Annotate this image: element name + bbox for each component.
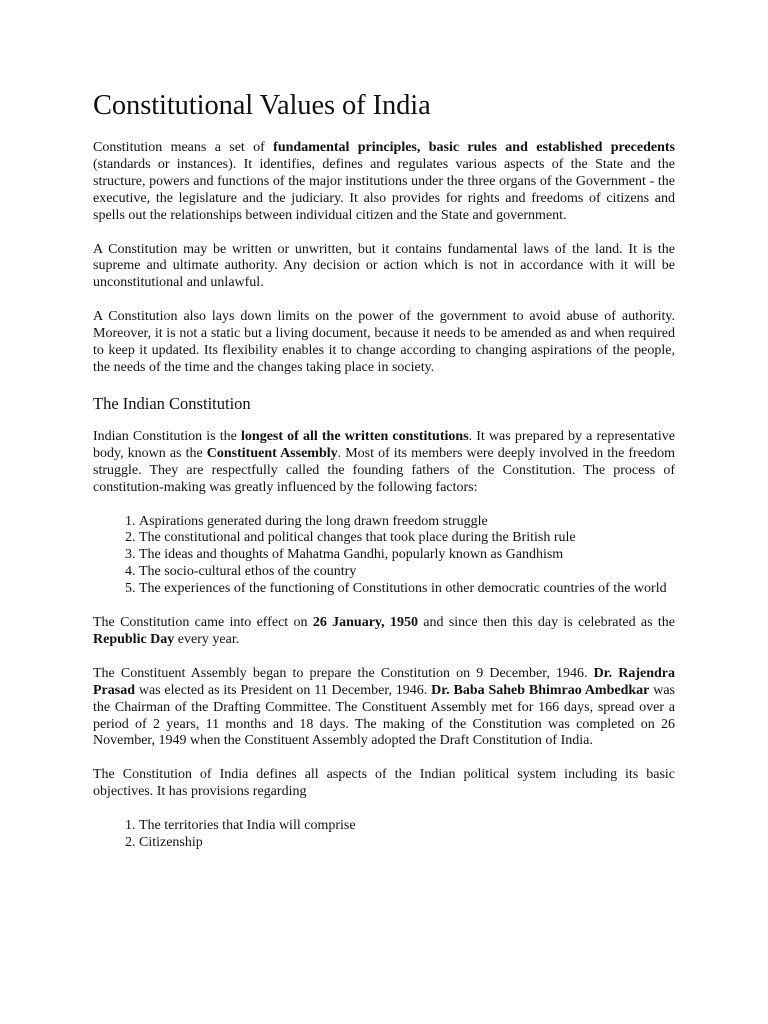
list-item: 1. Aspirations generated during the long drawn freedom struggle: [139, 514, 675, 531]
document-page: [93, 88, 675, 869]
paragraph-effective-date: [93, 615, 675, 649]
text-run: every year.: [174, 631, 240, 647]
paragraph-provisions-intro: The Constitution of India defines all aspects of the Indian political system including its basic objectives. It has provisions regarding: [93, 767, 675, 800]
text-run: (standards or instances). It identifies, defines and regulates various aspects of the State and the structure, powers and functions of the major institutions under the three organs of the Government - the executive, the legislature and the judiciary. It also provides for rights and freedoms of citizens and spells out the relationships between individual citizen and the State and government.: [93, 156, 675, 223]
paragraph-constituent-assembly: [93, 666, 675, 751]
bold-text: longest of all the written constitutions: [241, 428, 469, 444]
bold-text: 26 January, 1950: [312, 615, 418, 631]
text-run: Indian Constitution is the: [93, 428, 242, 444]
factors-list: [93, 514, 675, 599]
bold-text: Constituent Assembly: [206, 445, 338, 461]
text-run: The Constitution came into effect on: [93, 615, 313, 631]
bold-text: Dr. Rajendra Prasad: [93, 665, 675, 698]
list-item: 3. The ideas and thoughts of Mahatma Gandhi, popularly known as Gandhism: [139, 547, 675, 564]
list-item: 2. Citizenship: [139, 835, 675, 852]
list-item: 4. The socio-cultural ethos of the country: [139, 564, 675, 581]
section-heading: The Indian Constitution: [93, 393, 251, 413]
text-run: The Constituent Assembly began to prepare the Constitution on 9 December, 1946.: [93, 665, 594, 681]
paragraph-constitution-definition: [93, 140, 675, 225]
text-run: was elected as its President on 11 December, 1946.: [135, 682, 432, 698]
text-run: . It was prepared by a representative body, known as the: [93, 428, 675, 461]
text-run: was the Chairman of the Drafting Committee. The Constituent Assembly met for 166 days, spread over a period of 2 years, 11 months and 18 days. The making of the Constitution was completed on 26 November, 1949 when the Constituent Assembly adopted the Draft Constitution of India.: [93, 682, 675, 749]
list-item: 5. The experiences of the functioning of Constitutions in other democratic countries of the world: [139, 581, 675, 598]
paragraph-indian-constitution: [93, 429, 675, 497]
page-title: Constitutional Values of India: [93, 90, 431, 121]
text-run: and since then this day is celebrated as the: [417, 615, 675, 631]
paragraph-written-unwritten: A Constitution may be written or unwritten, but it contains fundamental laws of the land. It is the supreme and ultimate authority. Any decision or action which is not in accordance with it will be unconstitutional and unlawful.: [93, 241, 675, 291]
provisions-list: [93, 818, 675, 852]
bold-text: Republic Day: [93, 631, 175, 647]
bold-text: Dr. Baba Saheb Bhimrao Ambedkar: [431, 682, 650, 698]
text-run: Constitution means a set of: [93, 140, 274, 155]
text-run: . Most of its members were deeply involved in the freedom struggle. They are respectfully called the founding fathers of the Constitution. The process of constitution-making was greatly influenced by the following factors:: [93, 445, 676, 495]
list-item: 2. The constitutional and political changes that took place during the British rule: [139, 530, 675, 547]
list-item: 1. The territories that India will comprise: [139, 818, 675, 835]
paragraph-limits-of-power: A Constitution also lays down limits on the power of the government to avoid abuse of authority. Moreover, it is not a static but a living document, because it needs to be amended as and when required to keep it updated. Its flexibility enables it to change according to changing aspirations of the people, the needs of the time and the changes taking place in society.: [93, 309, 675, 375]
bold-text: fundamental principles, basic rules and established precedents: [273, 140, 675, 155]
